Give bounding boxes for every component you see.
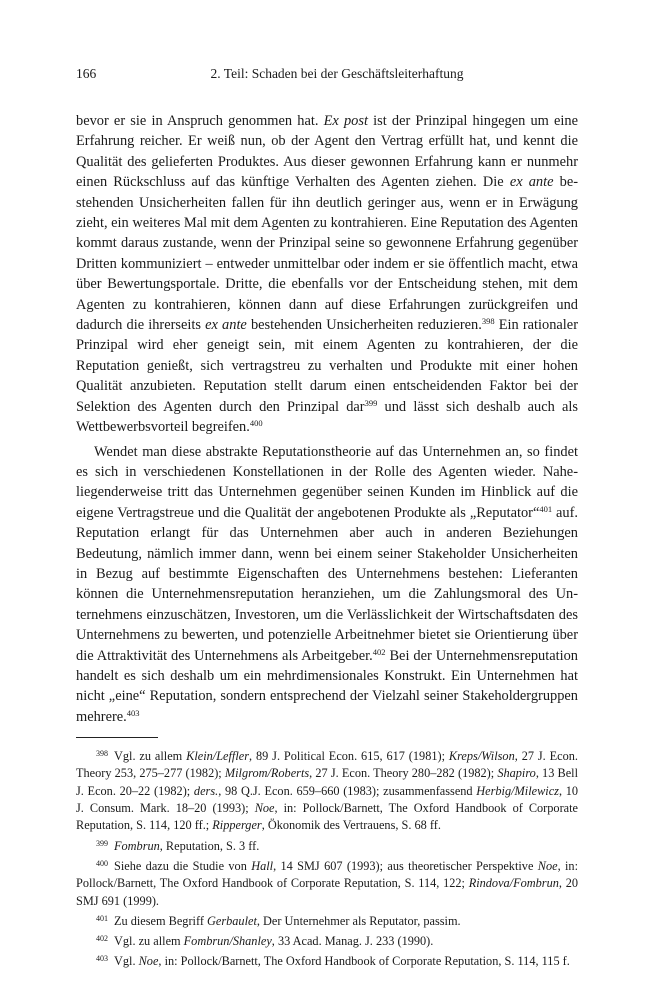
footnotes [76, 748, 578, 971]
author-name: Klein/Leffler [186, 749, 249, 764]
text-run: bestehenden Unsicherheiten fallen für ihn deutlich geringer aus, wenn er in Erwägung zieht, ein weiteres Mal mit dem Agenten zu kontrahieren. Eine Reputation des Agenten kommt daraus zustande, wenn der Prinzipal seine so gewonnene Erfahrung gegenüber Dritten kommuniziert – entweder unmittelbar oder indem er sie öffentlich macht, etwa über Bewertungsportale. Dritte, die ebenfalls vor der Entscheidung stehen, mit dem Agenten zu kontrahieren, können dann auf diese Erfahrungen zurückgreifen und dadurch die ihrerseits [76, 174, 579, 334]
text-run: Zu diesem Begriff [114, 913, 208, 928]
text-run: Siehe dazu die Studie von [114, 858, 252, 873]
italic-term: ex ante [509, 174, 554, 191]
text-run: , 10 J. Consum. Mark. 18–20 (1993); [76, 783, 579, 816]
author-name: Herbig/Milewicz [476, 783, 559, 798]
text-run: , 27 J. Econ. Theory 280–282 (1982); [309, 766, 498, 781]
footnote-number: 403 [96, 954, 108, 964]
paragraph-2 [76, 442, 578, 728]
page-number: 166 [76, 66, 97, 81]
text-run: Vgl. [114, 954, 139, 969]
footnote-401 [76, 913, 578, 930]
text-run: , Reputation, S. 3 ff. [159, 838, 260, 853]
author-name: Noe [254, 801, 275, 816]
author-name: Ripperger [212, 818, 262, 833]
text-run: , 89 J. Political Econ. 615, 617 (1981); [249, 749, 449, 764]
footnote-number: 400 [96, 858, 108, 868]
paragraph-1 [76, 111, 578, 438]
body-text [76, 111, 578, 727]
footnote-number: 401 [96, 913, 108, 923]
footnote-ref[interactable]: 401 [539, 503, 553, 514]
author-name: Noe [138, 954, 159, 969]
text-run: , in: Pollock/Barnett, The Oxford Handbook of Corporate Reputation, S. 114, 115 f. [158, 954, 570, 969]
author-name: ders. [193, 783, 219, 798]
text-run: auf. Reputation erlangt für das Unternehmen aber auch in anderen Beziehungen Bedeutung, nämlich immer dann, wenn bei einem seiner Stakeholder Unsicherheiten in Bezug auf bestimmte Eigenschaften des Unternehmens bestehen: Lieferanten können die Unternehmensreputation heranziehen, um die Zahlungsmoral des Unternehmens einzuschätzen, Investoren, um die Verlässlichkeit der Wirtschaftsdaten des Unternehmens zu bewerten, und potenzielle Arbeitnehmer bietet sie Orientierung über die Attraktivität des Unternehmens als Arbeitgeber. [76, 504, 578, 664]
text-run: bevor er sie in Anspruch genommen hat. [76, 113, 324, 129]
text-run: , in: Pollock/Barnett, The Oxford Handbook of Corporate Reputation, S. 114, 122; [76, 858, 578, 891]
author-name: Hall [251, 858, 274, 873]
footnote-ref[interactable]: 402 [372, 646, 386, 657]
text-run: und lässt sich deshalb auch als Wettbewerbsvorteil begreifen. [76, 398, 578, 436]
italic-term: Ex post [323, 113, 368, 129]
text-run: , 20 SMJ 691 (1999). [76, 876, 578, 908]
text-run: , Der Unternehmer als Reputator, passim. [256, 913, 461, 928]
author-name: Noe [537, 858, 558, 873]
italic-term: ex ante [205, 317, 247, 334]
page [76, 66, 578, 971]
text-run: Wendet man diese abstrakte Reputationstheorie auf das Unternehmen an, so findet es sich in verschiedenen Konstellationen in der Rolle des Agenten wieder. Naheliegenderweise tritt das Unternehmen gegenüber seinen Kunden im Hinblick auf die eigene Vertragstreue und die Qualität der angebotenen Produkte als „Reputator“ [76, 443, 578, 521]
footnote-number: 398 [96, 749, 108, 759]
footnote-ref[interactable]: 398 [481, 316, 495, 327]
text-run: Ein rationaler Prinzipal wird eher geneigt sein, mit einem Agenten zu kontrahieren, der die Reputation genießt, sich vertragstreu zu verhalten und Produkte mit einer hohen Qualität anzubieten. Reputation stellt darum einen entscheidenden Faktor bei der Selektion des Agenten durch den Prinzipal dar [76, 317, 578, 415]
footnote-divider [76, 737, 158, 738]
footnote-403 [76, 953, 578, 970]
footnote-400 [76, 858, 578, 910]
text-run: bestehenden Unsicherheiten reduzieren. [246, 317, 482, 334]
text-run: ist der Prinzipal hingegen um eine Erfahrung reicher. Er weiß nun, ob der Agent den Vertrag erfüllt hat, und kennt die Qualität des gelieferten Produktes. Aus dieser gewonnen Erfahrung kann er nunmehr einen Rückschluss auf das künftige Verhalten des Agenten ziehen. Die [76, 113, 579, 191]
text-run: , in: Pollock/Barnett, The Oxford Handbook of Corporate Reputation, S. 114, 120 ff.; [76, 801, 578, 833]
text-run: , 98 Q.J. Econ. 659–660 (1983); zusammenfassend [218, 783, 477, 798]
text-run: Vgl. zu allem [114, 934, 184, 949]
author-name: Gerbaulet [207, 913, 257, 928]
footnote-number: 402 [96, 934, 108, 944]
text-run: , 33 Acad. Manag. J. 233 (1990). [271, 934, 434, 949]
footnote-398 [76, 748, 578, 834]
author-name: Milgrom/Roberts [224, 766, 310, 781]
author-name: Fombrun/Shanley [183, 934, 272, 949]
author-name: Kreps/Wilson [448, 749, 515, 764]
text-run: , Ökonomik des Vertrauens, S. 68 ff. [261, 818, 441, 833]
footnote-399 [76, 838, 578, 855]
footnote-ref[interactable]: 403 [126, 707, 140, 718]
footnote-ref[interactable]: 400 [249, 418, 263, 429]
footnote-number: 399 [96, 838, 108, 848]
text-run: Bei der Unternehmensreputation handelt es sich deshalb um ein mehrdimensionales Konstrukt. Ein Unternehmen hat nicht „eine“ Reputation, sondern entsprechend der Vielzahl seiner Stakeholdergruppen mehrere. [76, 647, 578, 725]
author-name: Fombrun [114, 838, 160, 853]
text-run: Vgl. zu allem [114, 749, 187, 764]
running-head: 2. Teil: Schaden bei der Geschäftsleiterhaftung [210, 66, 464, 81]
author-name: Rindova/Fombrun [468, 876, 559, 891]
text-run: , 13 Bell J. Econ. 20–22 (1982); [76, 766, 578, 798]
text-run: , 27 J. Econ. Theory 253, 275–277 (1982); [76, 749, 578, 781]
author-name: Shapiro [497, 766, 536, 781]
footnote-ref[interactable]: 399 [364, 397, 378, 408]
page-header [76, 66, 578, 86]
footnote-402 [76, 933, 578, 950]
text-run: , 14 SMJ 607 (1993); aus theoretischer Perspektive [273, 858, 538, 873]
